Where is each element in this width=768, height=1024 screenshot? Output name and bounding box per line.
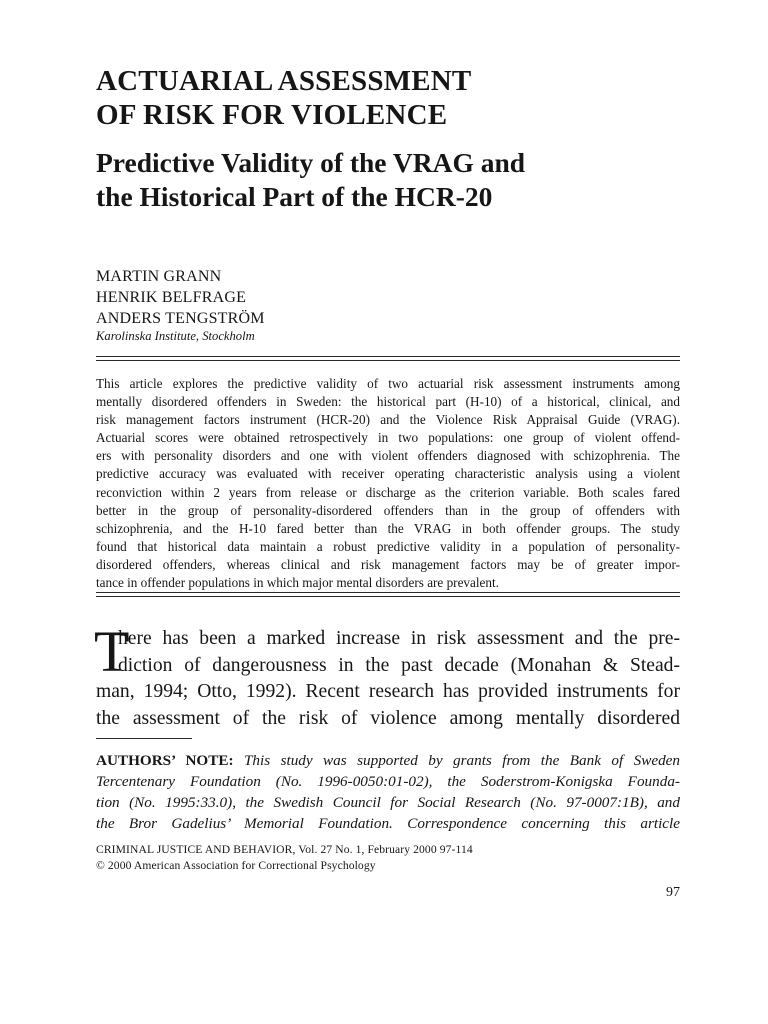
authors-note-line: tion (No. 1995:33.0), the Swedish Council for Social Research (No. 97-0007:1B), and [96,794,680,811]
drop-cap-letter: T [94,619,130,684]
author-name: MARTIN GRANN [96,268,222,285]
authors-note-text: This study was supported by grants from the Bank of Sweden [243,752,681,769]
authors-note-line [96,750,680,771]
abstract-line: reconviction within 2 years from release or discharge as the criterion variable. Both scales fared [96,484,680,500]
author-affiliation: Karolinska Institute, Stockholm [96,329,255,343]
abstract-bottom-divider [96,592,680,597]
abstract-line: This article explores the predictive validity of two actuarial risk assessment instruments among [96,376,680,391]
article-subtitle-line: Predictive Validity of the VRAG and [96,147,526,178]
article-subtitle [96,146,525,214]
body-line: diction of dangerousness in the past decade (Monahan & Stead- [118,654,680,676]
journal-info [96,842,473,874]
body-line: here has been a marked increase in risk assessment and the pre- [118,628,680,649]
abstract-line: disordered offenders, whereas clinical and risk management factors may be of greater impor- [96,556,680,572]
authors-note-line: Tercentenary Foundation (No. 1996-0050:01-02), the Soderstrom-Konigska Founda- [96,773,680,790]
footnote-divider [96,738,192,739]
abstract-line: risk management factors instrument (HCR-20) and the Violence Risk Appraisal Guide (VRAG). [96,412,680,428]
abstract-line: mentally disordered offenders in Sweden: the historical part (H-10) of a historical, clinical, and [96,394,680,410]
authors-note [96,750,680,834]
article-first-page [96,0,680,1024]
abstract-line: predictive accuracy was evaluated with receiver operating characteristic analysis using a violent [96,466,680,482]
abstract-line: ers with personality disorders and one with violent offenders diagnosed with schizophrenia. The [96,448,680,464]
body-line: man, 1994; Otto, 1992). Recent research has provided instruments for [96,681,680,702]
abstract-line: tance in offender populations in which major mental disorders are prevalent. [96,575,499,591]
body-line: the assessment of the risk of violence among mentally disordered [96,707,680,729]
article-title-line: ACTUARIAL ASSESSMENT [96,65,472,97]
author-name: HENRIK BELFRAGE [96,289,247,306]
journal-citation: CRIMINAL JUSTICE AND BEHAVIOR, Vol. 27 No. 1, February 2000 97-114 [96,843,473,856]
page-number: 97 [666,885,680,900]
abstract-line: better in the group of personality-disordered offenders than in the group of offenders with [96,502,680,518]
article-title [96,64,471,132]
body-paragraph [94,619,680,732]
article-subtitle-line: the Historical Part of the HCR-20 [96,181,493,212]
abstract-line: schizophrenia, and the H-10 fared better than the VRAG in both offender groups. The study [96,520,680,536]
author-name: ANDERS TENGSTRÖM [96,310,265,327]
author-list [96,266,265,329]
copyright-notice: © 2000 American Association for Correctional Psychology [96,859,376,872]
authors-note-line: the Bror Gadelius’ Memorial Foundation. Correspondence concerning this article [96,815,680,832]
abstract-line: Actuarial scores were obtained retrospectively in two populations: one group of violent offend- [96,430,680,446]
article-title-line: OF RISK FOR VIOLENCE [96,99,448,131]
abstract [96,375,680,592]
abstract-line: found that historical data maintain a robust predictive validity in a population of personality- [96,538,680,554]
abstract-top-divider [96,356,680,361]
authors-note-label: AUTHORS’ NOTE: [96,752,234,769]
